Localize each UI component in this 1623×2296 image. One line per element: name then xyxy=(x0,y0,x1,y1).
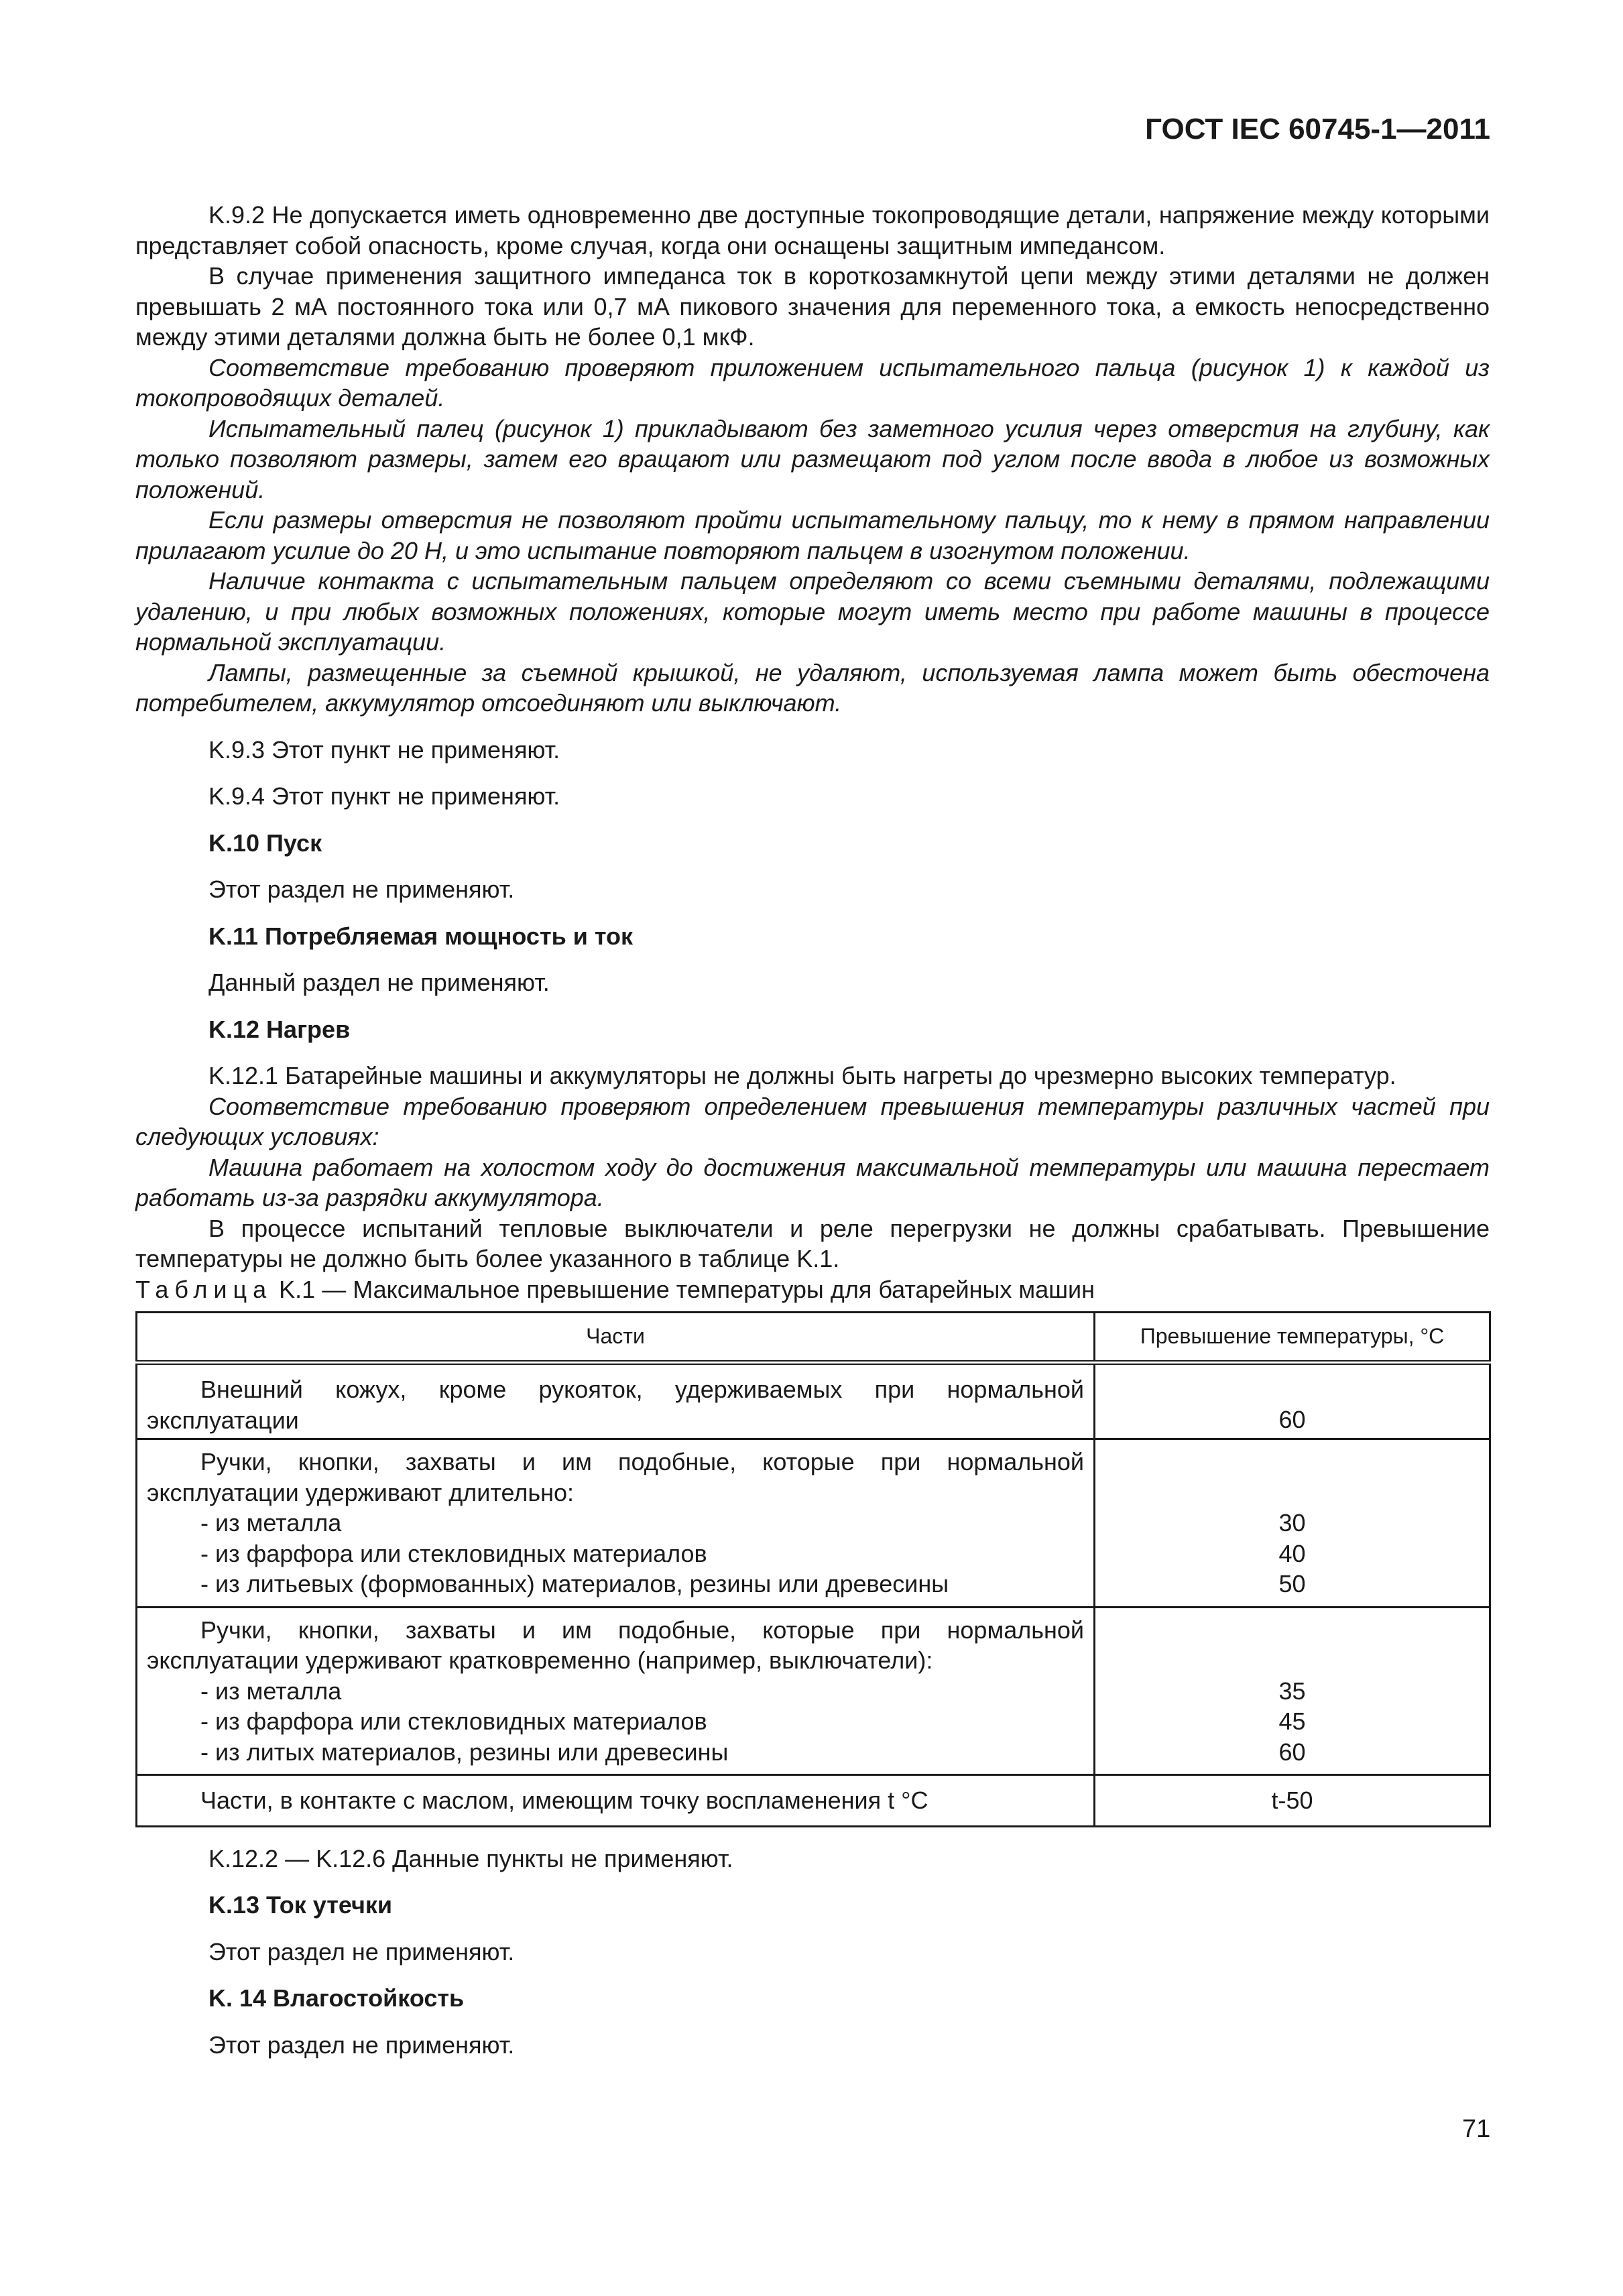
paragraph: В процессе испытаний тепловые выключатели и реле перегрузки не должны срабатывать. Превышение температуры не должно быть более указанного в таблице K.1. xyxy=(135,1214,1490,1272)
section-heading-k13: K.13 Ток утечки xyxy=(208,1891,393,1919)
row-value: 45 xyxy=(1278,1707,1306,1735)
paragraph-k94: K.9.4 Этот пункт не применяют. xyxy=(208,782,560,810)
table-cell-value xyxy=(1095,1775,1490,1827)
section-text-k13: Этот раздел не применяют. xyxy=(208,1937,515,1966)
table-cell-value xyxy=(1095,1607,1490,1775)
section-heading-k12: K.12 Нагрев xyxy=(208,1015,351,1043)
paragraph-italic: Соответствие требованию проверяют определением превышения температуры различных частей при следующих условиях: xyxy=(135,1092,1490,1150)
paragraph-italic: Если размеры отверстия не позволяют пройти испытательному пальцу, то к нему в прямом направлении прилагают усилие до 20 Н, и это испытание повторяют пальцем в изогнутом положении. xyxy=(135,506,1490,564)
section-text-k10: Этот раздел не применяют. xyxy=(208,875,515,903)
table-caption-label: Таблица xyxy=(135,1275,273,1303)
section-heading-k10: K.10 Пуск xyxy=(208,829,322,857)
paragraph-k93: K.9.3 Этот пункт не применяют. xyxy=(208,735,560,764)
row-item: - из фарфора или стекловидных материалов xyxy=(200,1707,707,1735)
table-cell-value xyxy=(1095,1363,1490,1439)
temperature-table xyxy=(135,1311,1491,1827)
row-text: Части, в контакте с маслом, имеющим точку воспламенения t °С xyxy=(200,1787,928,1814)
document-body xyxy=(135,200,1490,2060)
table-header-row xyxy=(137,1313,1490,1363)
table-cell-parts xyxy=(137,1439,1095,1608)
paragraph: В случае применения защитного импеданса ток в короткозамкнутой цепи между этими деталями не должен превышать 2 мА постоянного тока или 0,7 мА пикового значения для переменного тока, а емкость непосредственно между этими деталями должна быть не более 0,1 мкФ. xyxy=(135,262,1490,351)
paragraph-italic: Лампы, размещенные за съемной крышкой, не удаляют, используемая лампа может быть обесточена потребителем, аккумулятор отсоединяют или выключают. xyxy=(135,658,1490,717)
column-header-parts: Части xyxy=(137,1313,1095,1363)
row-value: 30 xyxy=(1278,1509,1306,1536)
column-header-temperature: Превышение температуры, °С xyxy=(1095,1313,1490,1363)
paragraph-italic: Машина работает на холостом ходу до достижения максимальной температуры или машина перестает работать из-за разрядки аккумулятора. xyxy=(135,1153,1490,1211)
table-cell-parts xyxy=(137,1607,1095,1775)
table-cell-parts xyxy=(137,1775,1095,1827)
table-row xyxy=(137,1363,1490,1439)
row-text: Внешний кожух, кроме рукояток, удерживаемых при нормальной эксплуатации xyxy=(147,1376,1084,1434)
table-row xyxy=(137,1607,1490,1775)
row-item: - из металла xyxy=(200,1509,342,1536)
table-row xyxy=(137,1775,1490,1827)
row-intro: Ручки, кнопки, захваты и им подобные, которые при нормальной эксплуатации удерживают длительно: xyxy=(147,1448,1084,1506)
paragraph-k122: K.12.2 — K.12.6 Данные пункты не применяют. xyxy=(208,1844,733,1872)
document-header: ГОСТ IEC 60745-1—2011 xyxy=(1145,113,1490,145)
row-value: 50 xyxy=(1278,1570,1306,1597)
paragraph-k92: K.9.2 Не допускается иметь одновременно две доступные токопроводящие детали, напряжение между которыми представляет собой опасность, кроме случая, когда они оснащены защитным импедансом. xyxy=(135,201,1490,259)
table-cell-value xyxy=(1095,1439,1490,1608)
row-intro: Ручки, кнопки, захваты и им подобные, которые при нормальной эксплуатации удерживают кратковременно (например, выключатели): xyxy=(147,1616,1084,1674)
section-heading-k14: K. 14 Влагостойкость xyxy=(208,1984,465,2012)
paragraph-italic: Соответствие требованию проверяют приложением испытательного пальца (рисунок 1) к каждой из токопроводящих деталей. xyxy=(135,353,1490,412)
row-value: 35 xyxy=(1278,1677,1306,1705)
row-item: - из литых материалов, резины или древесины xyxy=(200,1738,729,1766)
row-value: 60 xyxy=(1278,1406,1306,1433)
row-value: 60 xyxy=(1278,1738,1306,1766)
table-row xyxy=(137,1439,1490,1608)
paragraph-italic: Наличие контакта с испытательным пальцем определяют со всеми съемными деталями, подлежащими удалению, и при любых возможных положениях, которые могут иметь место при работе машины в процессе нормальной эксплуатации. xyxy=(135,567,1490,656)
row-item: - из литьевых (формованных) материалов, резины или древесины xyxy=(200,1570,949,1597)
row-item: - из металла xyxy=(200,1677,342,1705)
table-caption xyxy=(135,1274,1490,1305)
row-value: 40 xyxy=(1278,1539,1306,1567)
section-text-k14: Этот раздел не применяют. xyxy=(208,2031,515,2059)
section-heading-k11: K.11 Потребляемая мощность и ток xyxy=(208,922,634,950)
table-cell-parts xyxy=(137,1363,1095,1439)
row-value: t-50 xyxy=(1271,1787,1313,1814)
paragraph-italic: Испытательный палец (рисунок 1) прикладывают без заметного усилия через отверстия на глубину, как только позволяют размеры, затем его вращают или размещают под углом после ввода в любое из возможных положений. xyxy=(135,414,1490,503)
paragraph-k121: K.12.1 Батарейные машины и аккумуляторы не должны быть нагреты до чрезмерно высоких температур. xyxy=(208,1062,1396,1089)
row-item: - из фарфора или стекловидных материалов xyxy=(200,1539,707,1567)
section-text-k11: Данный раздел не применяют. xyxy=(208,969,550,996)
page-number: 71 xyxy=(1462,2115,1491,2143)
table-caption-title: K.1 — Максимальное превышение температуры для батарейных машин xyxy=(279,1275,1095,1303)
